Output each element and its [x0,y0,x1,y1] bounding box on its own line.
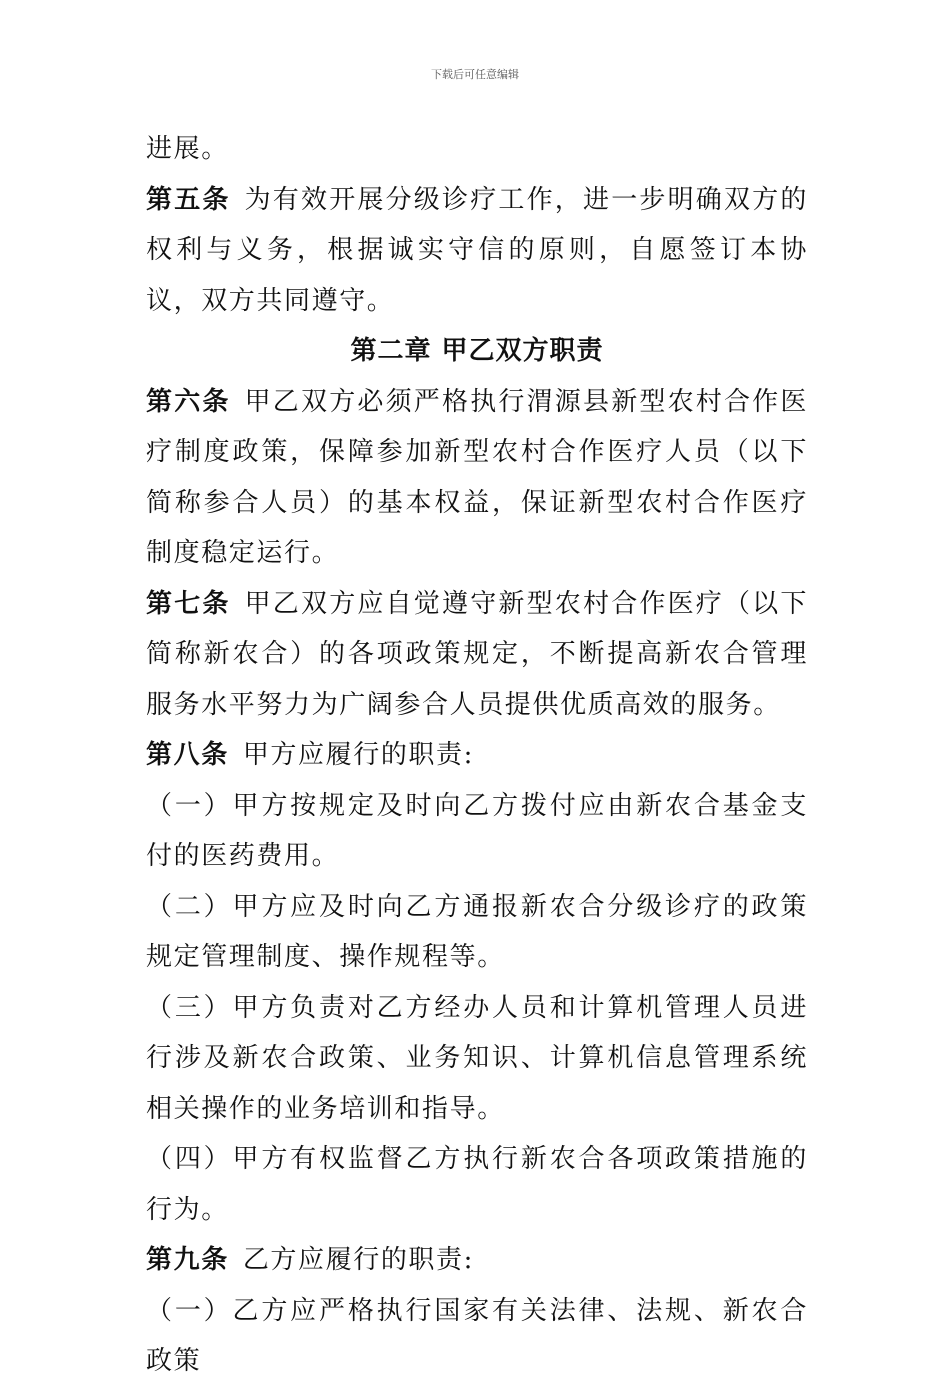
chapter-heading: 第二章 甲乙双方职责 [350,336,604,366]
document-body [146,124,808,1387]
clause-text: （二）甲方应及时向乙方通报新农合分级诊疗的政策规定管理制度、操作规程等。 [146,891,808,972]
article-text: 乙方应履行的职责: [242,1245,474,1275]
clause-item [146,1134,808,1235]
article-9 [146,1235,808,1286]
article-label: 第五条 [146,184,231,215]
paragraph-text: 进展。 [146,134,229,164]
article-6 [146,377,808,579]
clause-text: （四）甲方有权监督乙方执行新农合各项政策措施的行为。 [146,1144,808,1225]
clause-item [146,781,808,882]
clause-text: （一）甲方按规定及时向乙方拨付应由新农合基金支付的医药费用。 [146,790,808,871]
article-8 [146,730,808,781]
article-text: 为有效开展分级诊疗工作，进一步明确双方的权利与义务，根据诚实守信的原则，自愿签订本协议，双方共同遵守。 [146,184,808,316]
article-label: 第七条 [146,588,231,619]
article-label: 第九条 [146,1245,229,1275]
clause-item [146,983,808,1135]
paragraph-continuation [146,124,808,175]
article-text: 甲乙双方应自觉遵守新型农村合作医疗（以下简称新农合）的各项政策规定，不断提高新农合管理服务水平努力为广阔参合人员提供优质高效的服务。 [146,588,808,720]
article-5 [146,175,808,327]
article-7 [146,579,808,731]
page-header: 下载后可任意编辑 [431,68,519,81]
clause-item [146,1286,808,1387]
article-label: 第六条 [146,386,231,417]
article-text: 甲方应履行的职责: [242,740,474,770]
clause-item [146,882,808,983]
clause-text: （一）乙方应严格执行国家有关法律、法规、新农合政策 [146,1295,808,1376]
article-text: 甲乙双方必须严格执行渭源县新型农村合作医疗制度政策，保障参加新型农村合作医疗人员（以下简称参合人员）的基本权益，保证新型农村合作医疗制度稳定运行。 [146,386,808,568]
article-label: 第八条 [146,740,229,770]
clause-text: （三）甲方负责对乙方经办人员和计算机管理人员进行涉及新农合政策、业务知识、计算机信息管理系统相关操作的业务培训和指导。 [146,992,808,1124]
